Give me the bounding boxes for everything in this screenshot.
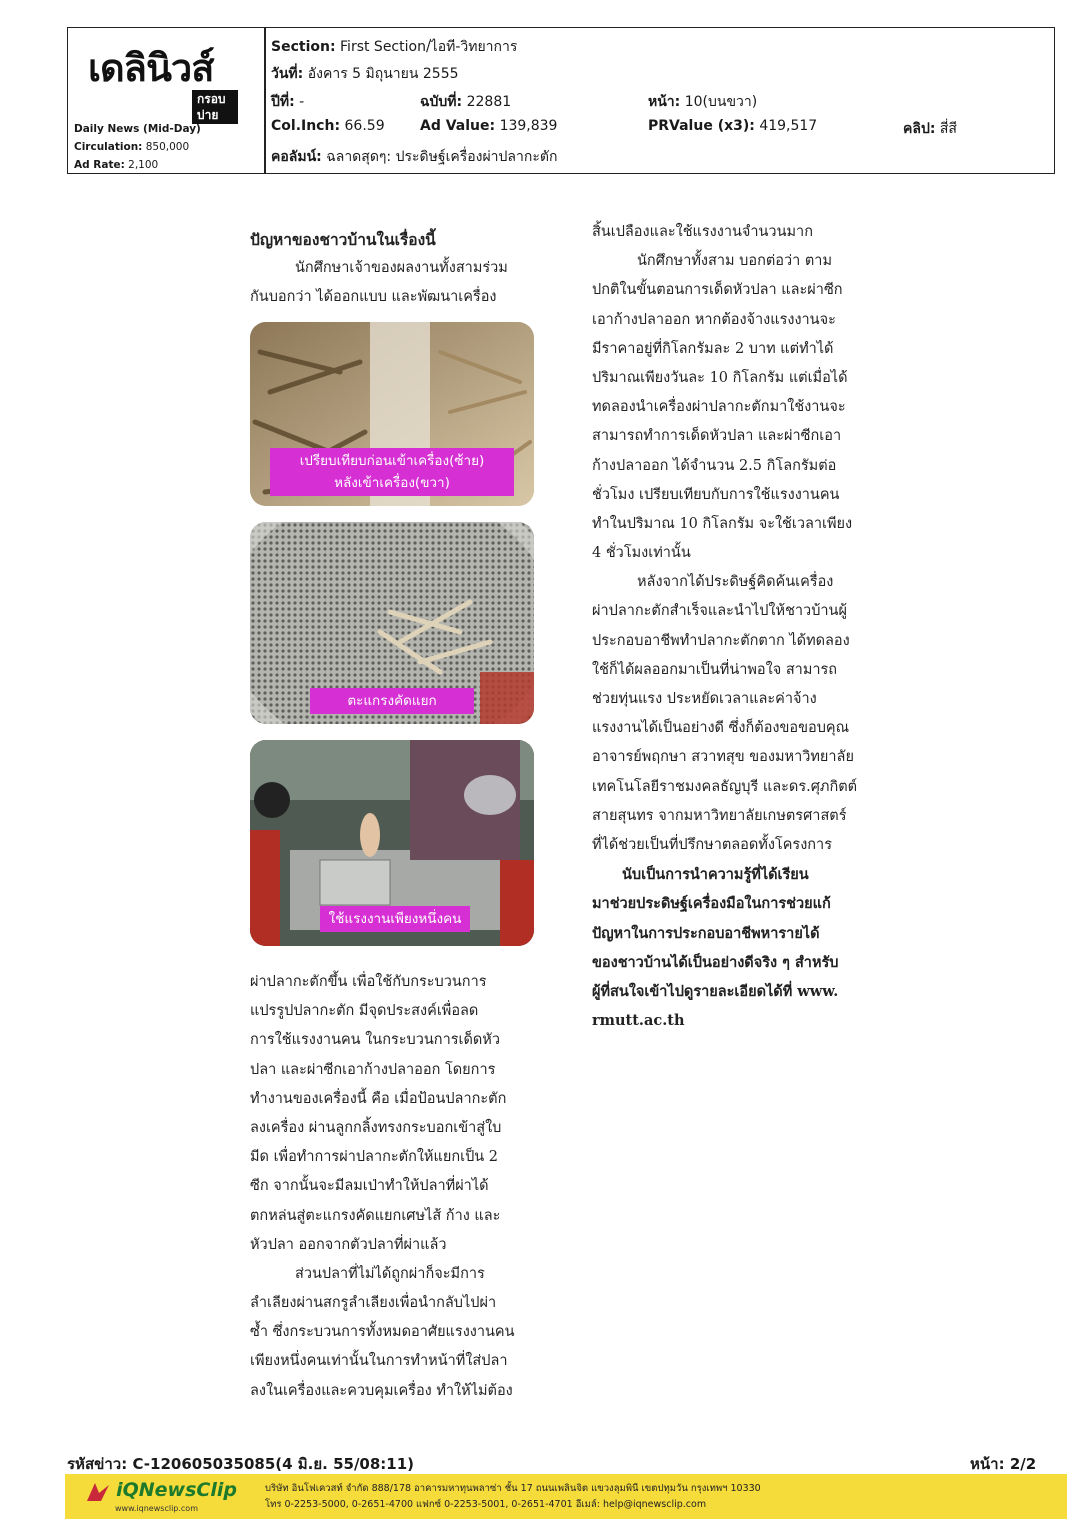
footer-bar <box>65 1474 1067 1519</box>
section-value: First Section/ไอที-วิทยาการ <box>340 39 518 55</box>
company-contact: โทร 0-2253-5000, 0-2651-4700 แฟกซ์ 0-2253-5001, 0-2651-4701 อีเมล์: help@iqnewsclip.com <box>265 1499 707 1510</box>
photo3-caption: ใช้แรงงานเพียงหนึ่งคน <box>320 906 470 932</box>
company-info <box>265 1481 761 1513</box>
iqnewsclip-logo <box>85 1479 237 1513</box>
publication-info <box>74 120 201 174</box>
circulation-value: 850,000 <box>145 141 190 153</box>
page-info-line <box>648 91 757 113</box>
company-address: บริษัท อินโฟเควสท์ จำกัด 888/178 อาคารมหาทุนพลาซ่า ชั้น 17 ถนนเพลินจิต แขวงลุมพินี เขตปทุมวัน กรุงเทพฯ 10330 <box>265 1483 761 1494</box>
column-value: ฉลาดสุดๆ: ประดิษฐ์เครื่องผ่าปลากะตัก <box>326 149 558 165</box>
year-label: ปีที่: <box>271 94 295 110</box>
page-number-value: 2/2 <box>1009 1455 1037 1473</box>
ad-rate-value: 2,100 <box>128 159 159 171</box>
logo-edition: กรอบบ่าย <box>192 90 238 124</box>
news-code <box>67 1452 414 1476</box>
bold-text-line: ปัญหาในการประกอบอาชีพหารายได้ <box>592 924 820 942</box>
date-line <box>271 63 459 85</box>
text-line: ซ้ำ ซึ่งกระบวนการทั้งหมดอาศัยแรงงานคน <box>250 1324 515 1341</box>
clipping-header <box>67 27 1055 174</box>
photo-sorting-mesh <box>250 522 534 724</box>
year-value: - <box>299 94 305 110</box>
text-line: นักศึกษาเจ้าของผลงานทั้งสามร่วม <box>295 260 508 277</box>
text-line: ใช้ก็ได้ผลออกมาเป็นที่น่าพอใจ สามารถ <box>592 661 838 678</box>
clip-value: สี่สี <box>939 121 957 137</box>
text-line: ช่วยทุ่นแรง ประหยัดเวลาและค่าจ้าง <box>592 691 817 707</box>
section-label: Section: <box>271 39 336 55</box>
text-line: อาจารย์พฤกษา สวาทสุข ของมหาวิทยาลัย <box>592 749 854 766</box>
text-line: ซีก จากนั้นจะมีลมเป่าทำให้ปลาที่ผ่าได้ <box>250 1178 489 1195</box>
text-line: ลำเลียงผ่านสกรูลำเลียงเพื่อนำกลับไปผ่า <box>250 1295 497 1312</box>
text-line: ลงในเครื่องและควบคุมเครื่อง ทำให้ไม่ต้อง <box>250 1382 513 1399</box>
clip-line <box>903 118 957 140</box>
text-line: ทำงานของเครื่องนี้ คือ เมื่อป้อนปลากะตัก <box>250 1090 507 1107</box>
page-info-value: 10(บนขวา) <box>684 94 758 110</box>
issue-label: ฉบับที่: <box>420 94 463 110</box>
text-line: การใช้แรงงานคน ในกระบวนการเด็ดหัว <box>250 1032 501 1049</box>
text-line: ปลา และผ่าซีกเอาก้างปลาออก โดยการ <box>250 1061 496 1078</box>
article-heading: ปัญหาของชาวบ้านในเรื่องนี้ <box>250 230 436 249</box>
issue-line <box>420 91 511 113</box>
clip-label: คลิป: <box>903 121 936 137</box>
text-line: เอาก้างปลาออก หากต้องจ้างแรงงานจะ <box>592 311 836 328</box>
left-column-bottom <box>250 968 534 1406</box>
logo-text: เดลินิวส์ <box>88 46 214 90</box>
photo1-caption <box>270 448 514 496</box>
date-label: วันที่: <box>271 66 304 82</box>
section-line <box>271 36 517 58</box>
photo-fish-comparison <box>250 322 534 506</box>
paper-name: Daily News (Mid-Day) <box>74 123 201 135</box>
left-column-top <box>250 225 534 313</box>
news-code-label: รหัสข่าว: <box>67 1455 128 1473</box>
text-line: ชั่วโมง เปรียบเทียบกับการใช้แรงงานคน <box>592 486 840 503</box>
photo2-caption: ตะแกรงคัดแยก <box>310 688 474 714</box>
text-line: ที่ได้ช่วยเป็นที่ปรึกษาตลอดทั้งโครงการ <box>592 836 832 853</box>
caption-line: เปรียบเทียบก่อนเข้าเครื่อง(ซ้าย) <box>299 453 485 469</box>
text-line: ปริมาณเพียงวันละ 10 กิโลกรัม แต่เมื่อได้ <box>592 369 848 386</box>
text-line: แรงงานได้เป็นอย่างดี ซึ่งก็ต้องขอขอบคุณ <box>592 720 850 737</box>
caption-line: หลังเข้าเครื่อง(ขวา) <box>334 475 450 491</box>
news-code-value: C-120605035085(4 มิ.ย. 55/08:11) <box>132 1455 415 1473</box>
text-line: หลังจากได้ประดิษฐ์คิดค้นเครื่อง <box>637 574 834 591</box>
bold-text-line: rmutt.ac.th <box>592 1012 685 1030</box>
text-line: ทำในปริมาณ 10 กิโลกรัม จะใช้เวลาเพียง <box>592 515 853 532</box>
advalue-label: Ad Value: <box>420 118 496 134</box>
photo-operating-machine <box>250 740 534 946</box>
advalue-line <box>420 118 557 134</box>
text-line: เทคโนโลยีราชมงคลธัญบุรี และดร.ศุภกิตต์ <box>592 778 858 795</box>
colinch-label: Col.Inch: <box>271 118 341 134</box>
colinch-line <box>271 118 385 134</box>
text-line: ตกหล่นสู่ตะแกรงคัดแยกเศษไส้ ก้าง และ <box>250 1207 501 1224</box>
column-label: คอลัมน์: <box>271 149 322 165</box>
ad-rate-label: Ad Rate: <box>74 159 125 171</box>
page-info-label: หน้า: <box>648 94 681 110</box>
text-line: ปกติในขั้นตอนการเด็ดหัวปลา และผ่าซีก <box>592 282 843 299</box>
bold-text-line: มาช่วยประดิษฐ์เครื่องมือในการช่วยแก้ <box>592 895 831 913</box>
text-line: หัวปลา ออกจากตัวปลาที่ผ่าแล้ว <box>250 1236 447 1253</box>
column-line <box>271 146 557 168</box>
text-line: ประกอบอาชีพทำปลากะตักตาก ได้ทดลอง <box>592 632 850 649</box>
text-line: มีราคาอยู่ที่กิโลกรัมละ 2 บาท แต่ทำได้ <box>592 340 834 357</box>
text-line: ทดลองนำเครื่องผ่าปลากะตักมาใช้งานจะ <box>592 399 846 416</box>
brand-mark-icon <box>85 1481 111 1503</box>
text-line: นักศึกษาทั้งสาม บอกต่อว่า ตาม <box>637 253 832 270</box>
date-value: อังคาร 5 มิถุนายน 2555 <box>307 66 459 82</box>
text-line: ก้างปลาออก ได้จำนวน 2.5 กิโลกรัมต่อ <box>592 457 837 474</box>
brand-url: www.iqnewsclip.com <box>115 1504 198 1513</box>
page-number <box>970 1452 1036 1476</box>
bold-text-line: ผู้ที่สนใจเข้าไปดูรายละเอียดได้ที่ www. <box>592 982 839 1000</box>
text-line: ผ่าปลากะตักขึ้น เพื่อใช้กับกระบวนการ <box>250 974 487 990</box>
text-line: สิ้นเปลืองและใช้แรงงานจำนวนมาก <box>592 224 813 240</box>
page-number-label: หน้า: <box>970 1455 1005 1473</box>
text-line: 4 ชั่วโมงเท่านั้น <box>592 545 691 562</box>
header-divider <box>264 28 266 173</box>
text-line: ส่วนปลาที่ไม่ได้ถูกผ่าก็จะมีการ <box>295 1265 485 1282</box>
bold-text-line: ของชาวบ้านได้เป็นอย่างดีจริง ๆ สำหรับ <box>592 953 839 971</box>
text-line: ผ่าปลากะตักสำเร็จและนำไปให้ชาวบ้านผู้ <box>592 603 847 620</box>
colinch-value: 66.59 <box>344 118 385 134</box>
text-line: สายสุนทร จากมหาวิทยาลัยเกษตรศาสตร์ <box>592 807 847 824</box>
prvalue-value: 419,517 <box>759 118 818 134</box>
bold-text-line: นับเป็นการนำความรู้ที่ได้เรียน <box>622 866 809 884</box>
text-line: เพียงหนึ่งคนเท่านั้นในการทำหน้าที่ใส่ปลา <box>250 1353 508 1370</box>
prvalue-label: PRValue (x3): <box>648 118 755 134</box>
advalue-value: 139,839 <box>499 118 558 134</box>
text-line: กันบอกว่า ได้ออกแบบ และพัฒนาเครื่อง <box>250 289 497 306</box>
brand-name: iQNewsClip <box>116 1479 237 1501</box>
newspaper-logo <box>88 46 238 122</box>
prvalue-line <box>648 118 817 134</box>
issue-value: 22881 <box>466 94 512 110</box>
text-line: ลงเครื่อง ผ่านลูกกลิ้งทรงกระบอกเข้าสู่ใบ <box>250 1119 502 1136</box>
text-line: แปรรูปปลากะตัก มีจุดประสงค์เพื่อลด <box>250 1003 479 1020</box>
circulation-label: Circulation: <box>74 141 143 153</box>
text-line: มีด เพื่อทำการผ่าปลากะตักให้แยกเป็น 2 <box>250 1149 499 1166</box>
year-line <box>271 91 304 113</box>
text-line: สามารถทำการเด็ดหัวปลา และผ่าซีกเอา <box>592 428 842 445</box>
right-column <box>592 218 880 1035</box>
